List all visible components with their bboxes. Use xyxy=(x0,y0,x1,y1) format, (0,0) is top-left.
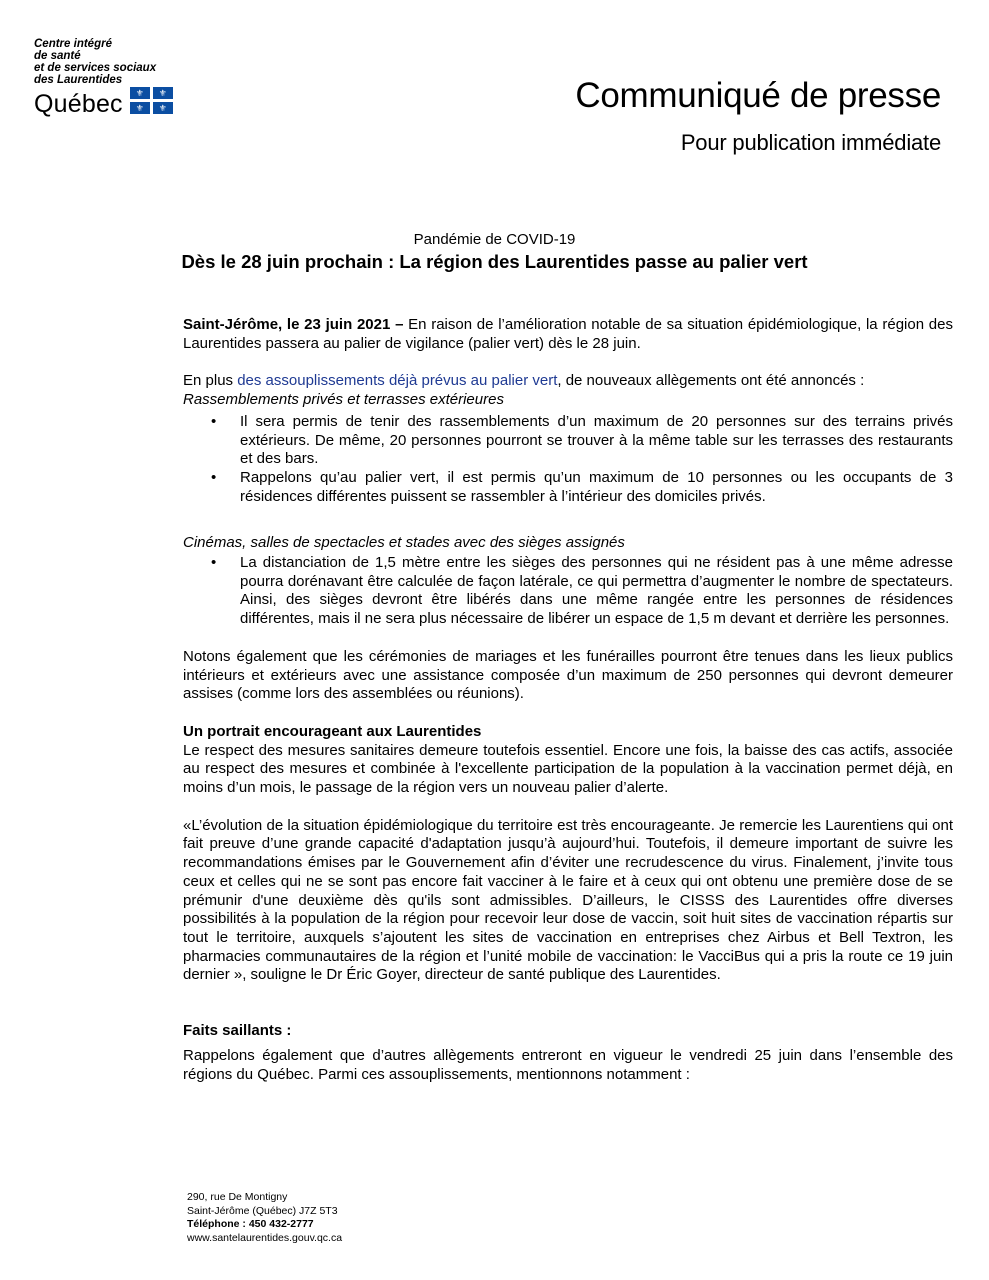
section-heading-highlights: Faits saillants : xyxy=(183,1022,292,1040)
ceremonies-paragraph: Notons également que les cérémonies de mariages et les funérailles pourront être tenues dans les lieux publics intérieurs et extérieurs avec une assistance composée d’un maximum de 250 personnes qui devront demeurer assises (comme lors des assemblées ou réunions). xyxy=(183,647,953,703)
footer-address-line-2: Saint-Jérôme (Québec) J7Z 5T3 xyxy=(187,1204,338,1217)
logo-org-line-4: des Laurentides xyxy=(34,74,123,86)
green-level-link[interactable]: des assouplissements déjà prévus au palier vert xyxy=(237,372,558,390)
list-item-text: Il sera permis de tenir des rassemblements d’un maximum de 20 personnes sur des terrains privés extérieurs. De même, 20 personnes pourront se trouver à la même table sur les terrasses des restaurants et des bars. xyxy=(240,412,953,468)
headline: Dès le 28 juin prochain : La région des Laurentides passe au palier vert xyxy=(181,251,808,272)
section-heading-gatherings: Rassemblements privés et terrasses extérieures xyxy=(183,391,504,409)
highlights-paragraph: Rappelons également que d’autres allègements entreront en vigueur le vendredi 25 juin dans l’ensemble des régions du Québec. Parmi ces assouplissements, mentionnons notamment : xyxy=(183,1046,953,1083)
intro-text: En raison de l’amélioration notable de sa situation épidémiologique, la région des Laurentides passera au palier de vigilance (palier vert) dès le 28 juin. xyxy=(183,316,953,352)
press-release-title: Communiqué de presse xyxy=(575,76,941,115)
intro-paragraph xyxy=(183,316,953,353)
organization-logo xyxy=(34,38,254,117)
list-item-text: La distanciation de 1,5 mètre entre les sièges des personnes qui ne résident pas à une même adresse pourra dorénavant être calculée de façon latérale, ce qui permettra d’augmenter le nombre de spectateurs. Ainsi, des sièges devront être libérés dans une même rangée entre les personnes de résidences différentes, mais il ne sera plus nécessaire de libérer un espace de 1,5 m devant et derrière les personnes. xyxy=(240,554,953,628)
article-body xyxy=(183,316,953,1084)
logo-province-name: Québec xyxy=(34,90,123,118)
footer-address-line-1: 290, rue De Montigny xyxy=(187,1191,288,1203)
list-item: • Rappelons qu’au palier vert, il est permis qu’un maximum de 10 personnes ou les occupants de 3 résidences différentes puissent se rassembler à l’intérieur des domiciles privés. xyxy=(211,468,953,505)
footer-phone: Téléphone : 450 432-2777 xyxy=(187,1218,314,1231)
headline-kicker: Pandémie de COVID-19 xyxy=(413,231,576,248)
footer-contact xyxy=(187,1191,342,1245)
quebec-flag-icon: ⚜ ⚜ ⚜ ⚜ xyxy=(130,87,173,114)
footer-website-link[interactable]: www.santelaurentides.gouv.qc.ca xyxy=(187,1231,343,1244)
announcement-paragraph xyxy=(183,372,953,391)
venues-list xyxy=(183,554,953,629)
press-release-subtitle: Pour publication immédiate xyxy=(680,130,941,155)
list-item: • Il sera permis de tenir des rassemblements d’un maximum de 20 personnes sur des terrains privés extérieurs. De même, 20 personnes pourront se trouver à la même table sur les terrasses des restaurants et des bars. xyxy=(211,412,953,468)
announcement-after: , de nouveaux allègements ont été annoncés : xyxy=(557,372,865,390)
logo-org-line-2: de santé xyxy=(34,50,81,62)
section-heading-portrait: Un portrait encourageant aux Laurentides xyxy=(183,722,482,740)
section-heading-venues: Cinémas, salles de spectacles et stades avec des sièges assignés xyxy=(183,534,625,552)
quote-paragraph: «L’évolution de la situation épidémiologique du territoire est très encourageante. Je remercie les Laurentiens qui ont fait preuve d’une grande capacité d'adaptation jusqu’à aujourd’hui. Toutefois, il demeure important de suivre les recommandations émises par le Gouvernement afin d’éviter une recrudescence du virus. Finalement, j’invite tous ceux et celles qui ne se sont pas encore fait vacciner à le faire et à ceux qui ont obtenu une première dose de se prémunir d'une deuxième dès qu'ils sont admissibles. D’ailleurs, le CISSS des Laurentides offre diverses possibilités à la population de la région pour recevoir leur dose de vaccin, soit huit sites de vaccination répartis sur tout le territoire, auxquels s’ajoutent les sites de vaccination en entreprises chez Airbus et Bell Textron, les pharmacies communautaires de la région et l’unité mobile de vaccination: le VacciBus qui a pris la route ce 19 juin dernier », souligne le Dr Éric Goyer, directeur de santé publique des Laurentides. xyxy=(183,816,953,984)
logo-org-line-3: et de services sociaux xyxy=(34,62,157,74)
dateline: Saint-Jérôme, le 23 juin 2021 – xyxy=(183,316,404,333)
announcement-before: En plus xyxy=(183,372,238,390)
list-item: • La distanciation de 1,5 mètre entre les sièges des personnes qui ne résident pas à une même adresse pourra dorénavant être calculée de façon latérale, ce qui permettra d’augmenter le nombre de spectateurs. Ainsi, des sièges devront être libérés dans une même rangée entre les personnes de résidences différentes, mais il ne sera plus nécessaire de libérer un espace de 1,5 m devant et derrière les personnes. xyxy=(211,554,953,628)
logo-org-line-1: Centre intégré xyxy=(34,38,112,50)
list-item-text: Rappelons qu’au palier vert, il est permis qu’un maximum de 10 personnes ou les occupants de 3 résidences différentes puissent se rassembler à l’intérieur des domiciles privés. xyxy=(240,468,953,505)
gatherings-list xyxy=(183,413,953,507)
portrait-paragraph: Le respect des mesures sanitaires demeure toutefois essentiel. Encore une fois, la baisse des cas actifs, associée au respect des mesures et combinée à l'excellente participation de la population à la vaccination permet déjà, en moins d’un mois, le passage de la région vers un nouveau palier d’alerte. xyxy=(183,741,953,797)
